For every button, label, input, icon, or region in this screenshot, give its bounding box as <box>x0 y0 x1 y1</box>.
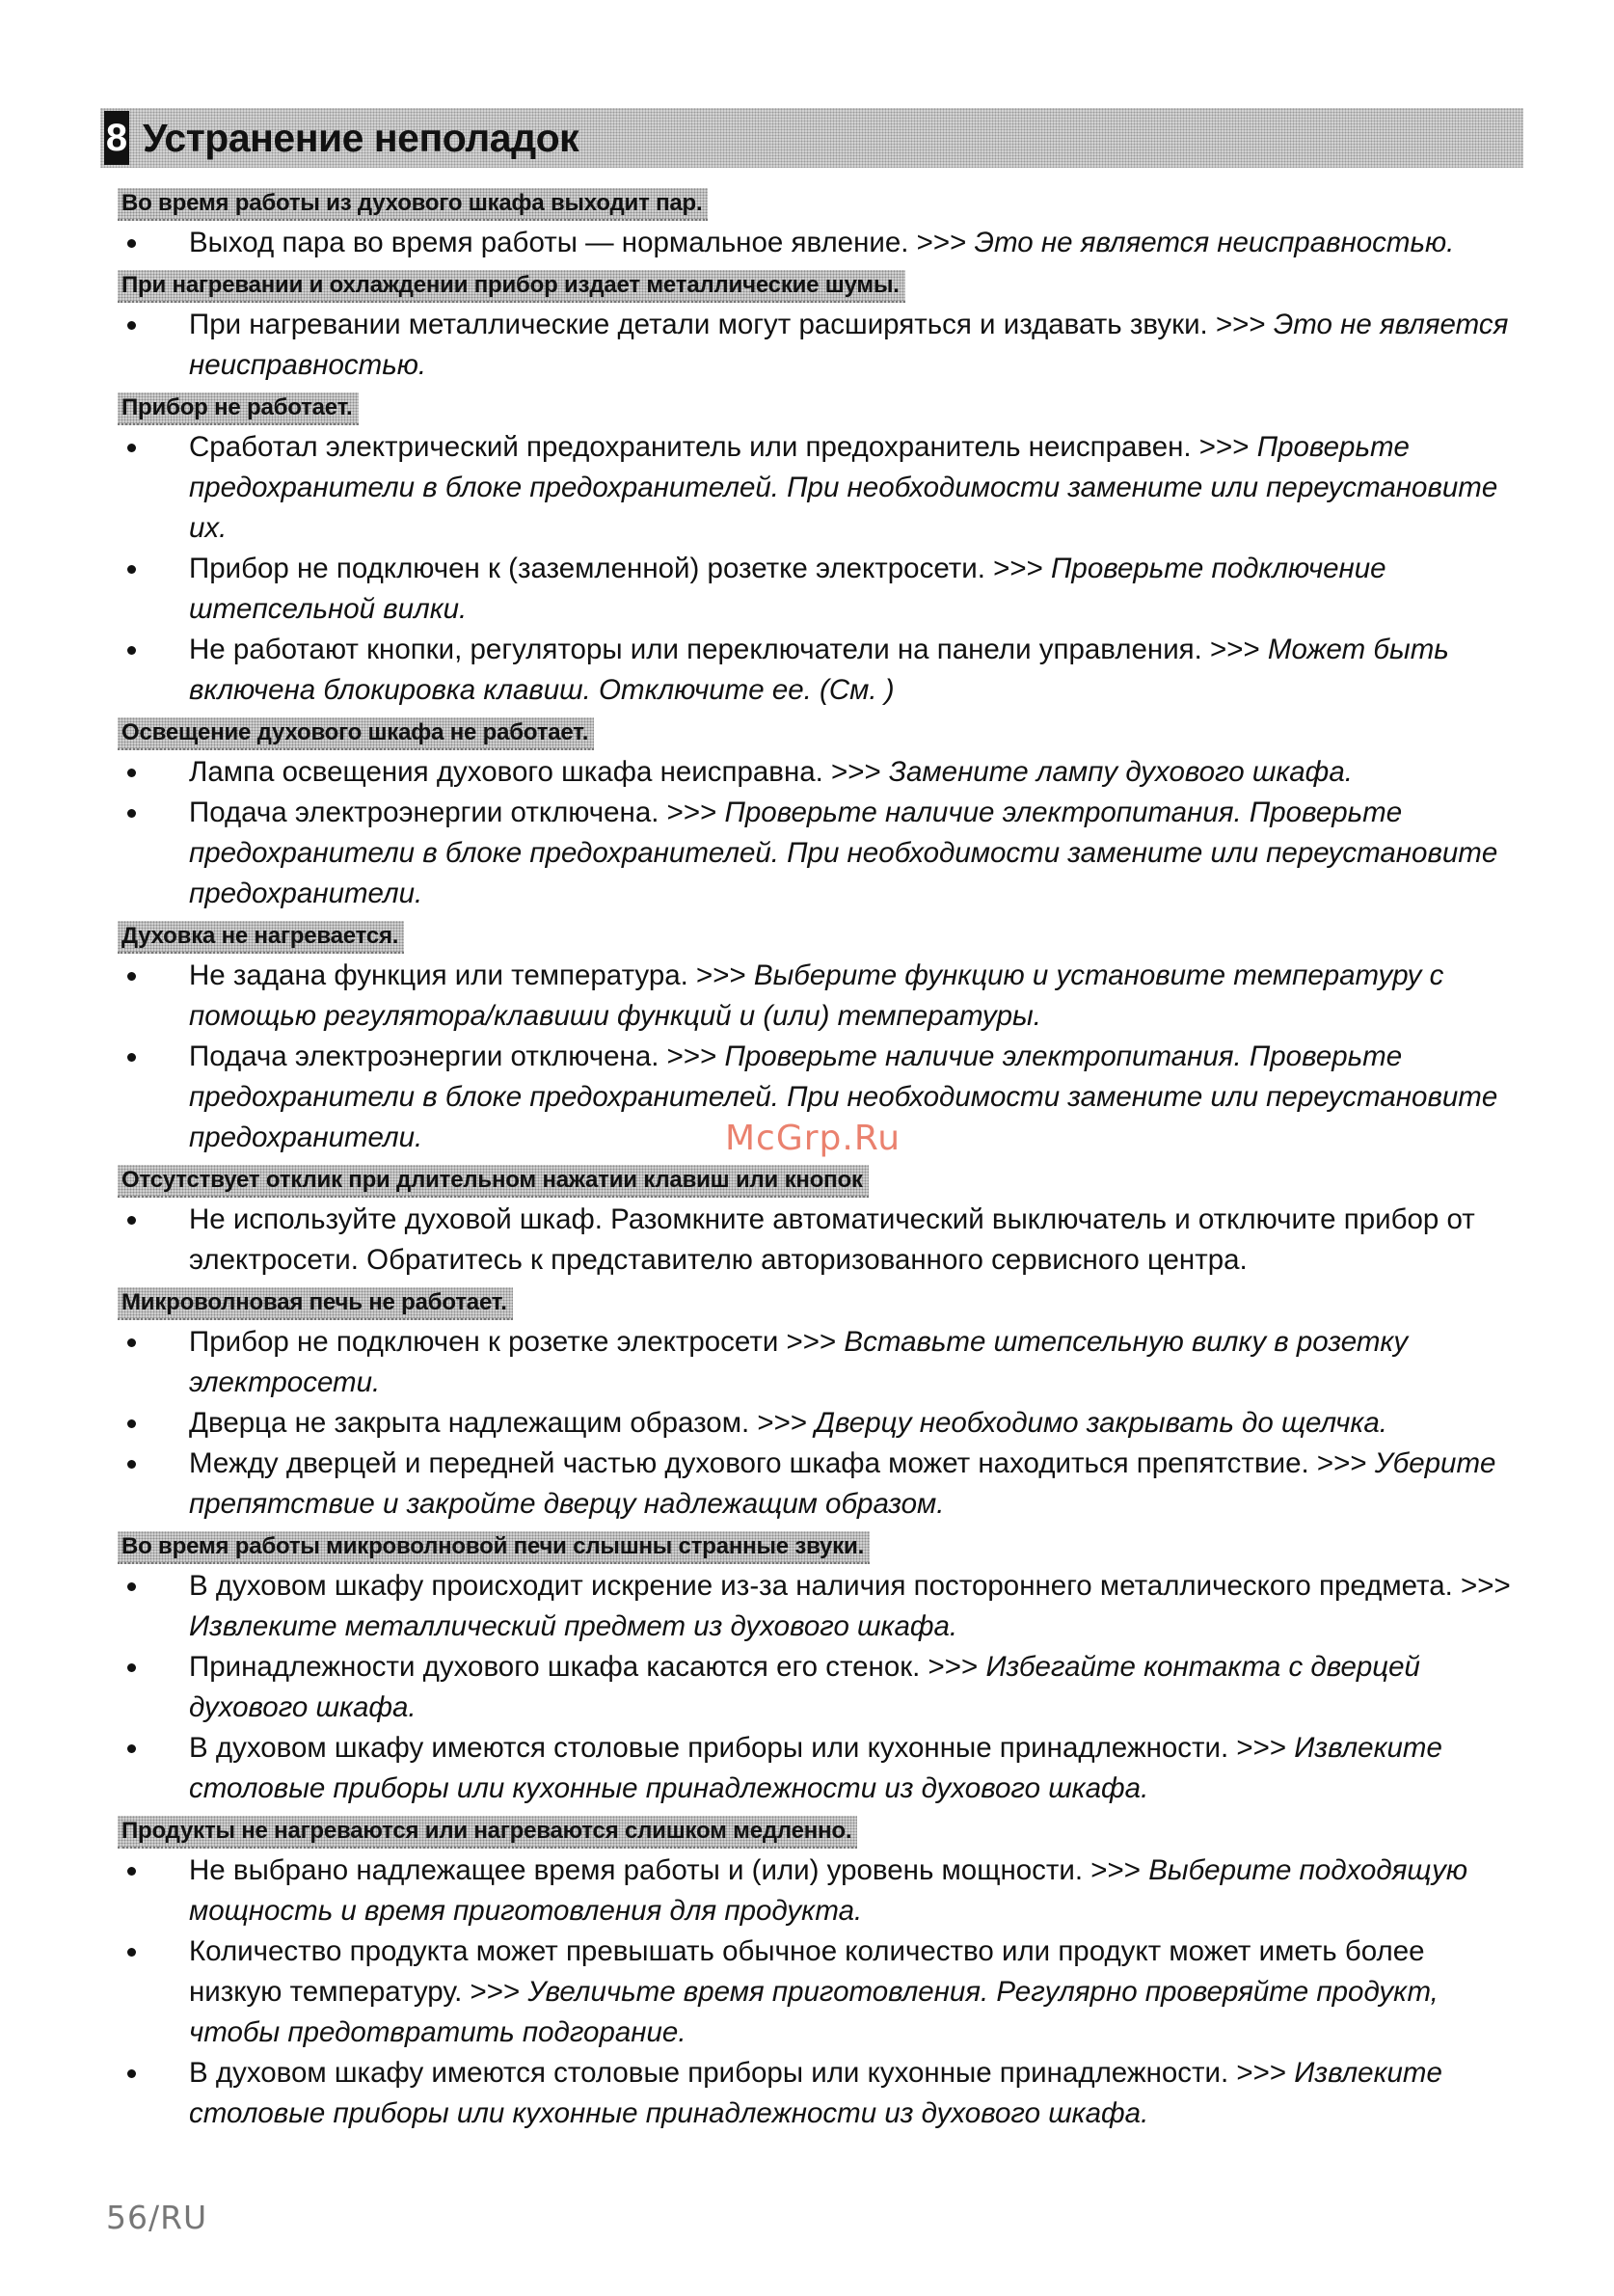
list-item <box>118 305 1516 386</box>
list-item <box>118 2053 1516 2134</box>
list-item <box>118 1444 1516 1525</box>
item-remedy: Может быть включена блокировка клавиш. Отключите ее. (См. ) <box>189 634 1449 706</box>
item-cause: В духовом шкафу имеются столовые приборы или кухонные принадлежности. >>> <box>189 1732 1295 1764</box>
item-remedy: Извлеките столовые приборы или кухонные принадлежности из духового шкафа. <box>189 2057 1442 2129</box>
topic-items <box>118 1200 1516 1281</box>
item-remedy: Избегайте контакта с дверцей духового шкафа. <box>189 1651 1420 1723</box>
topic-items <box>118 1850 1516 2134</box>
list-item <box>118 1403 1516 1444</box>
troubleshooting-topic <box>118 711 1516 914</box>
item-remedy: Проверьте наличие электропитания. Проверьте предохранители в блоке предохранителей. При необходимости замените или переустановите предохранители. <box>189 797 1498 909</box>
item-remedy: Выберите подходящую мощность и время приготовления для продукта. <box>189 1854 1468 1927</box>
troubleshooting-topic <box>118 1281 1516 1525</box>
item-cause: Не работают кнопки, регуляторы или переключатели на панели управления. >>> <box>189 634 1268 665</box>
list-item <box>118 752 1516 793</box>
topic-items <box>118 427 1516 711</box>
list-item <box>118 630 1516 711</box>
item-cause: Не используйте духовой шкаф. Разомкните автоматический выключатель и отключите прибор от электросети. Обратитесь к представителю авторизованного сервисного центра. <box>189 1203 1475 1276</box>
item-cause: Не задана функция или температура. >>> <box>189 959 754 991</box>
item-cause: Прибор не подключен к розетке электросети >>> <box>189 1326 845 1358</box>
item-cause: Подача электроэнергии отключена. >>> <box>189 1040 725 1072</box>
item-remedy: Это не является неисправностью. <box>189 309 1509 381</box>
topic-title: Духовка не нагревается. <box>118 921 404 954</box>
list-item <box>118 1850 1516 1931</box>
section-header <box>100 108 1523 168</box>
item-cause: Лампа освещения духового шкафа неисправна. >>> <box>189 756 889 788</box>
troubleshooting-topic <box>118 1525 1516 1809</box>
item-remedy: Извлеките столовые приборы или кухонные принадлежности из духового шкафа. <box>189 1732 1442 1804</box>
list-item <box>118 1931 1516 2053</box>
item-cause: В духовом шкафу имеются столовые приборы или кухонные принадлежности. >>> <box>189 2057 1295 2089</box>
list-item <box>118 1200 1516 1281</box>
topic-title: Отсутствует отклик при длительном нажатии клавиш или кнопок <box>118 1165 869 1198</box>
item-cause: В духовом шкафу происходит искрение из-за наличия постороннего металлического предмета. >>> <box>189 1570 1511 1602</box>
list-item <box>118 223 1516 263</box>
topic-title: Прибор не работает. <box>118 392 359 425</box>
item-cause: Подача электроэнергии отключена. >>> <box>189 797 725 828</box>
topic-items <box>118 1566 1516 1809</box>
list-item <box>118 956 1516 1037</box>
item-cause: Прибор не подключен к (заземленной) розетке электросети. >>> <box>189 553 1052 584</box>
item-remedy: Это не является неисправностью. <box>974 227 1455 258</box>
topic-title: Во время работы микроволновой печи слышны странные звуки. <box>118 1531 870 1564</box>
troubleshooting-topic <box>118 1158 1516 1281</box>
topic-items <box>118 305 1516 386</box>
item-remedy: Извлеките металлический предмет из духового шкафа. <box>189 1610 958 1642</box>
item-cause: Между дверцей и передней частью духового шкафа может находиться препятствие. >>> <box>189 1447 1375 1479</box>
watermark: McGrp.Ru <box>725 1119 901 1158</box>
troubleshooting-topic <box>118 1809 1516 2134</box>
item-cause: Дверца не закрыта надлежащим образом. >>> <box>189 1407 816 1439</box>
troubleshooting-topic <box>118 386 1516 711</box>
item-cause: Количество продукта может превышать обычное количество или продукт может иметь более низкую температуру. >>> <box>189 1935 1425 2008</box>
list-item <box>118 1566 1516 1647</box>
item-remedy: Уберите препятствие и закройте дверцу надлежащим образом. <box>189 1447 1496 1520</box>
section-title: Устранение неполадок <box>143 115 579 160</box>
topic-items <box>118 1322 1516 1525</box>
topic-items <box>118 223 1516 263</box>
troubleshooting-topic <box>118 181 1516 263</box>
item-remedy: Вставьте штепсельную вилку в розетку электросети. <box>189 1326 1409 1398</box>
page-number: 56/RU <box>106 2199 208 2236</box>
item-remedy: Увеличьте время приготовления. Регулярно проверяйте продукт, чтобы предотвратить подгорание. <box>189 1976 1439 2048</box>
list-item <box>118 793 1516 914</box>
item-cause: Сработал электрический предохранитель или предохранитель неисправен. >>> <box>189 431 1257 463</box>
list-item <box>118 1322 1516 1403</box>
list-item <box>118 549 1516 630</box>
item-remedy: Выберите функцию и установите температуру с помощью регулятора/клавиши функций и (или) температуры. <box>189 959 1444 1032</box>
item-cause: Выход пара во время работы — нормальное явление. >>> <box>189 227 975 258</box>
topic-title: Освещение духового шкафа не работает. <box>118 717 594 750</box>
item-remedy: Дверцу необходимо закрывать до щелчка. <box>815 1407 1387 1439</box>
list-item <box>118 1647 1516 1728</box>
topic-items <box>118 752 1516 914</box>
topic-title: Во время работы из духового шкафа выходит пар. <box>118 188 708 221</box>
item-cause: Не выбрано надлежащее время работы и (или) уровень мощности. >>> <box>189 1854 1149 1886</box>
item-remedy: Проверьте подключение штепсельной вилки. <box>189 553 1386 625</box>
item-cause: При нагревании металлические детали могут расширяться и издавать звуки. >>> <box>189 309 1274 340</box>
item-cause: Принадлежности духового шкафа касаются его стенок. >>> <box>189 1651 986 1683</box>
item-remedy: Замените лампу духового шкафа. <box>888 756 1353 788</box>
list-item <box>118 427 1516 549</box>
list-item <box>118 1728 1516 1809</box>
topic-title: Микроволновая печь не работает. <box>118 1287 513 1320</box>
item-remedy: Проверьте предохранители в блоке предохранителей. При необходимости замените или переустановите их. <box>189 431 1498 544</box>
item-remedy: Проверьте наличие электропитания. Проверьте предохранители в блоке предохранителей. При необходимости замените или переустановите предохранители. <box>189 1040 1498 1153</box>
troubleshooting-topic <box>118 263 1516 386</box>
section-number: 8 <box>104 111 129 165</box>
topic-title: Продукты не нагреваются или нагреваются слишком медленно. <box>118 1816 857 1849</box>
topic-title: При нагревании и охлаждении прибор издает металлические шумы. <box>118 270 905 303</box>
